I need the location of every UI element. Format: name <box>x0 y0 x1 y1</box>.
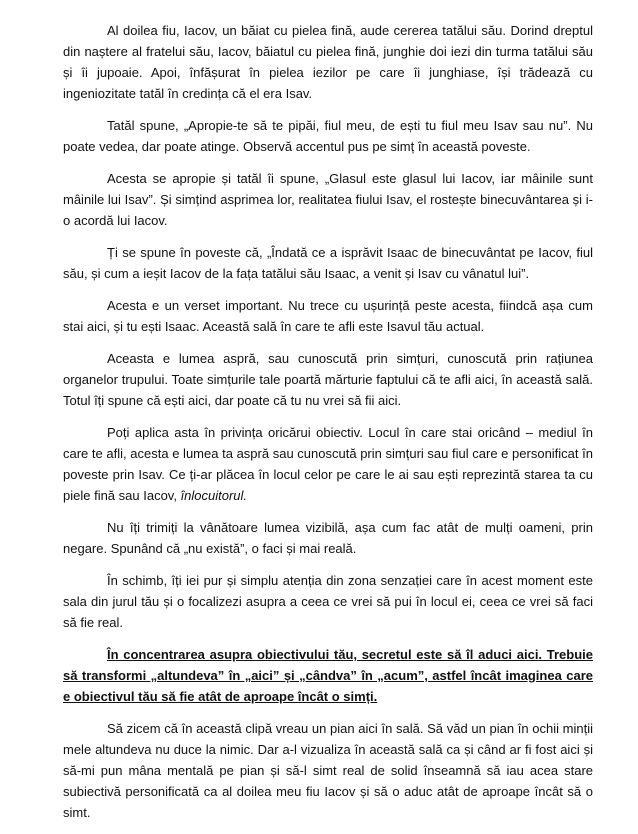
paragraph-text: Tatăl spune, „Apropie-te să te pipăi, fiul meu, de ești tu fiul meu Isav sau nu”. Nu poate vedea, dar poate atinge. Observă accentul pus pe simț în această poveste. <box>63 118 593 154</box>
paragraph-text: Poți aplica asta în privința oricărui obiectiv. Locul în care stai oricând – mediul în care te afli, acesta e lumea ta aspră sau cunoscută prin simțuri sau fiul care e personificat în poveste prin Isav. Ce ți-ar plăcea în locul celor pe care le ai sau ești reprezintă starea ta cu piele fină sau Iacov, <box>63 425 593 503</box>
paragraph-italic-text: înlocuitorul. <box>180 488 248 503</box>
paragraph-text: Acesta se apropie și tatăl îi spune, „Glasul este glasul lui Iacov, iar mâinile sunt mâinile lui Isav”. Și simțind asprimea lor, realitatea fiului Isav, el rostește binecuvântarea și i-o acordă lui Iacov. <box>63 171 593 228</box>
paragraph-5 <box>63 295 593 337</box>
paragraph-text: Nu îți trimiți la vânătoare lumea vizibilă, așa cum fac atât de mulți oameni, prin negare. Spunând că „nu există”, o faci și mai reală. <box>63 520 593 556</box>
paragraph-text: În concentrarea asupra obiectivului tău, secretul este să îl aduci aici. Trebuie să transformi „altundeva” în „aici” și „cândva” în „acum”, astfel încât imaginea care e obiectivul tău să fie atât de aproape încât o simți. <box>63 647 593 704</box>
paragraph-6 <box>63 348 593 411</box>
paragraph-text: Aceasta e lumea aspră, sau cunoscută prin simțuri, cunoscută prin rațiunea organelor trupului. Toate simțurile tale poartă mărturie faptului că te afli aici, în această sală. Totul îți spune că ești aici, dar poate că tu nu vrei să fii aici. <box>63 351 593 408</box>
paragraph-text: Să zicem că în această clipă vreau un pian aici în sală. Să văd un pian în ochii minții mele altundeva nu duce la nimic. Dar a-l vizualiza în această sală ca și când ar fi fost aici și să-mi pun mâna mentală pe pian și să-l simt real de solid înseamnă să iau acea stare subiectivă personificată ca al doilea meu fiu Iacov și să o aduc atât de aproape încât să o simt. <box>63 721 593 820</box>
paragraph-text: Acesta e un verset important. Nu trece cu ușurință peste acesta, fiindcă așa cum stai aici, și tu ești Isaac. Această sală în care te afli este Isavul tău actual. <box>63 298 593 334</box>
paragraph-text: În schimb, îți iei pur și simplu atenția din zona senzației care în acest moment este sala din jurul tău și o focalizezi asupra a ceea ce vrei să pui în locul ei, ceea ce vrei să faci să fie real. <box>63 573 593 630</box>
paragraph-3 <box>63 168 593 231</box>
paragraph-8 <box>63 517 593 559</box>
paragraph-1 <box>63 20 593 104</box>
paragraph-11 <box>63 718 593 823</box>
paragraph-text: Al doilea fiu, Iacov, un băiat cu pielea fină, aude cererea tatălui său. Dorind dreptul din naștere al fratelui său, Iacov, băiatul cu pielea fină, junghie doi iezi din turma tatălui său și îi jupoaie. Apoi, înfășurat în pielea iezilor pe care îi junghiase, își trădează cu ingeniozitate tatăl în credința că el era Isav. <box>63 23 593 101</box>
paragraph-9 <box>63 570 593 633</box>
paragraph-7 <box>63 422 593 506</box>
paragraph-2 <box>63 115 593 157</box>
paragraph-10-emphasis <box>63 644 593 707</box>
paragraph-text: Ți se spune în poveste că, „Îndată ce a isprăvit Isaac de binecuvântat pe Iacov, fiul său, și cum a ieșit Iacov de la fața tatălui său Isaac, a venit și Isav cu vânatul lui”. <box>63 245 593 281</box>
document-page <box>63 20 593 834</box>
paragraph-4 <box>63 242 593 284</box>
